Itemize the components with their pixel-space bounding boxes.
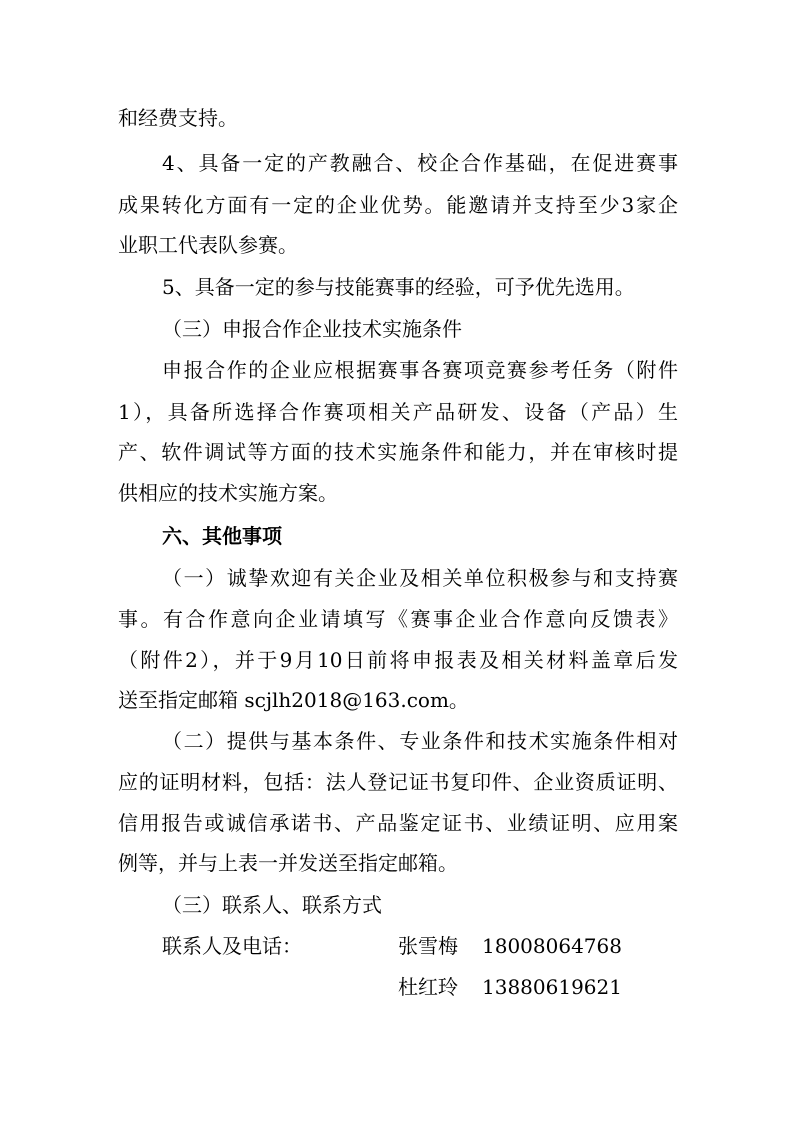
contact-phone: 13880619621 xyxy=(482,975,622,999)
contact-phone: 18008064768 xyxy=(482,934,622,958)
section-subheading: （三）申报合作企业技术实施条件 xyxy=(162,317,462,341)
contact-name: 杜红玲 xyxy=(398,975,458,999)
section-subheading: （三）联系人、联系方式 xyxy=(162,893,382,917)
text-line: （一）诚挚欢迎有关企业及相关单位积极参与和支持赛 xyxy=(162,566,678,590)
text-line: 5、具备一定的参与技能赛事的经验，可予优先选用。 xyxy=(162,275,635,299)
text-line: （附件2），并于9月10日前将申报表及相关材料盖章后发 xyxy=(118,648,678,672)
text-line: 4、具备一定的产教融合、校企合作基础，在促进赛事 xyxy=(162,151,678,175)
text-line: 例等，并与上表一并发送至指定邮箱。 xyxy=(118,851,458,875)
text-line: （二）提供与基本条件、专业条件和技术实施条件相对 xyxy=(162,729,678,753)
text-line: 事。有合作意向企业请填写《赛事企业合作意向反馈表》 xyxy=(118,607,678,631)
text-line: 送至指定邮箱 scjlh2018@163.com。 xyxy=(118,688,469,712)
text-line: 和经费支持。 xyxy=(118,106,238,130)
text-line: 信用报告或诚信承诺书、产品鉴定证书、业绩证明、应用案 xyxy=(118,811,678,835)
text-line: 1），具备所选择合作赛项相关产品研发、设备（产品）生 xyxy=(118,400,678,424)
text-line: 产、软件调试等方面的技术实施条件和能力，并在审核时提 xyxy=(118,440,678,464)
section-heading: 六、其他事项 xyxy=(162,524,282,548)
contact-label: 联系人及电话： xyxy=(162,934,302,958)
text-line: 申报合作的企业应根据赛事各赛项竞赛参考任务（附件 xyxy=(162,358,678,382)
text-line: 成果转化方面有一定的企业优势。能邀请并支持至少3家企 xyxy=(118,193,678,217)
text-line: 供相应的技术实施方案。 xyxy=(118,481,338,505)
text-line: 应的证明材料，包括：法人登记证书复印件、企业资质证明、 xyxy=(118,770,678,794)
text-line: 业职工代表队参赛。 xyxy=(118,233,298,257)
contact-name: 张雪梅 xyxy=(398,934,458,958)
